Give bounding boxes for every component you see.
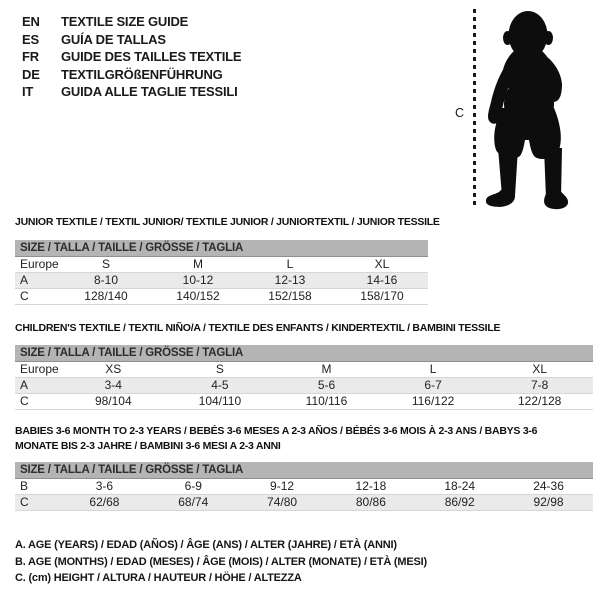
table-row-height [15,289,428,305]
table-cell: 10-12 [182,273,214,287]
toddler-silhouette-icon [482,8,572,210]
footnote-b: B. AGE (MONTHS) / EDAD (MESES) / ÂGE (MOIS) / ALTER (MONATE) / ETÀ (MESI) [15,555,427,568]
table-cell: 152/158 [268,289,312,303]
table-cell: XL [532,362,548,376]
table-cell: 9-12 [270,479,295,493]
table-cell: 7-8 [531,378,549,392]
table-cell: XS [105,362,122,376]
table-cell: L [429,362,437,376]
table-cell: M [321,362,332,376]
table-cell: S [215,362,224,376]
row-label: C [20,495,29,509]
size-header-band: SIZE / TALLA / TAILLE / GRÖSSE / TAGLIA [15,240,428,257]
row-label: B [20,479,29,493]
table-cell: 98/104 [94,394,132,408]
table-row-age-months [15,479,593,495]
table-cell: 12-13 [274,273,306,287]
row-label: Europe [20,362,59,376]
row-label: C [20,394,29,408]
table-cell: 3-4 [104,378,122,392]
table-cell: S [101,257,110,271]
table-cell: 92/98 [533,495,564,509]
table-cell: 8-10 [93,273,119,287]
language-code: DE [22,66,40,82]
language-row-it [22,83,241,101]
table-cell: 158/170 [360,289,404,303]
row-label: Europe [20,257,59,271]
footnote-c: C. (cm) HEIGHT / ALTURA / HAUTEUR / HÖHE / ALTEZZA [15,572,302,584]
junior-table-title: JUNIOR TEXTILE / TEXTIL JUNIOR/ TEXTILE JUNIOR / JUNIORTEXTIL / JUNIOR TESSILE [15,216,440,228]
table-cell: 14-16 [366,273,398,287]
table-cell: 3-6 [95,479,114,493]
table-cell: 116/122 [411,394,455,408]
language-title: TEXTILE SIZE GUIDE [61,14,189,29]
table-row-age [15,378,593,394]
table-cell: 104/110 [198,394,242,408]
table-row-europe [15,257,428,273]
table-cell: 68/74 [178,495,209,509]
table-cell: 128/140 [84,289,128,303]
footnotes [15,537,427,587]
table-cell: 74/80 [267,495,298,509]
table-cell: 5-6 [317,378,336,392]
table-cell: M [193,257,203,271]
footnote-a: A. AGE (YEARS) / EDAD (AÑOS) / ÂGE (ANS) / ALTER (JAHRE) / ETÀ (ANNI) [15,539,397,551]
size-header-band: SIZE / TALLA / TAILLE / GRÖSSE / TAGLIA [15,345,593,362]
table-cell: 122/128 [517,394,562,408]
table-cell: L [286,257,294,271]
language-row-en [22,13,241,31]
language-title: TEXTILGRÖßENFÜHRUNG [61,66,223,82]
junior-size-table [15,240,428,305]
table-cell: 4-5 [211,378,229,392]
table-cell: 18-24 [444,479,476,493]
language-title: GUIDE DES TAILLES TEXTILE [61,49,242,64]
table-row-europe [15,362,593,378]
table-cell: 110/116 [305,394,348,408]
height-measure-dashed-line [473,9,476,208]
table-cell: 6-7 [424,378,442,392]
table-cell: 80/86 [355,495,386,509]
table-row-height [15,495,593,511]
table-row-age [15,273,428,289]
row-label: A [20,378,29,392]
table-cell: 24-36 [533,479,564,493]
table-cell: 62/68 [89,495,120,509]
language-row-de [22,66,241,84]
table-cell: 12-18 [355,479,387,493]
language-title: GUIDA ALLE TAGLIE TESSILI [61,84,238,99]
language-code: EN [22,14,40,29]
children-size-table [15,345,593,410]
babies-size-table [15,462,593,511]
language-code: IT [22,84,34,99]
table-cell: XL [374,257,390,271]
language-row-fr [22,48,241,66]
table-cell: 6-9 [184,479,202,493]
height-measure-label: C [455,106,465,120]
language-title: GUÍA DE TALLAS [61,31,166,47]
babies-table-title: BABIES 3-6 MONTH TO 2-3 YEARS / BEBÉS 3-6 MESES A 2-3 AÑOS / BÉBÉS 3-6 MOIS À 2-3 ANS / BABYS 3-6 MONATE BIS 2-3 JAHRE / BAMBINI 3-6 MESI A 2-3 ANNI [15,425,538,452]
table-cell: 86/92 [444,495,475,509]
size-header-band: SIZE / TALLA / TAILLE / GRÖSSE / TAGLIA [15,462,593,479]
language-code: ES [22,31,39,47]
table-row-height [15,394,593,410]
language-row-es [22,31,241,49]
language-code: FR [22,49,39,64]
language-list [22,13,241,101]
children-table-title: CHILDREN'S TEXTILE / TEXTIL NIÑO/A / TEXTILE DES ENFANTS / KINDERTEXTIL / BAMBINI TESSILE [15,322,501,334]
table-cell: 140/152 [176,289,220,303]
row-label: C [20,289,29,303]
row-label: A [20,273,29,287]
